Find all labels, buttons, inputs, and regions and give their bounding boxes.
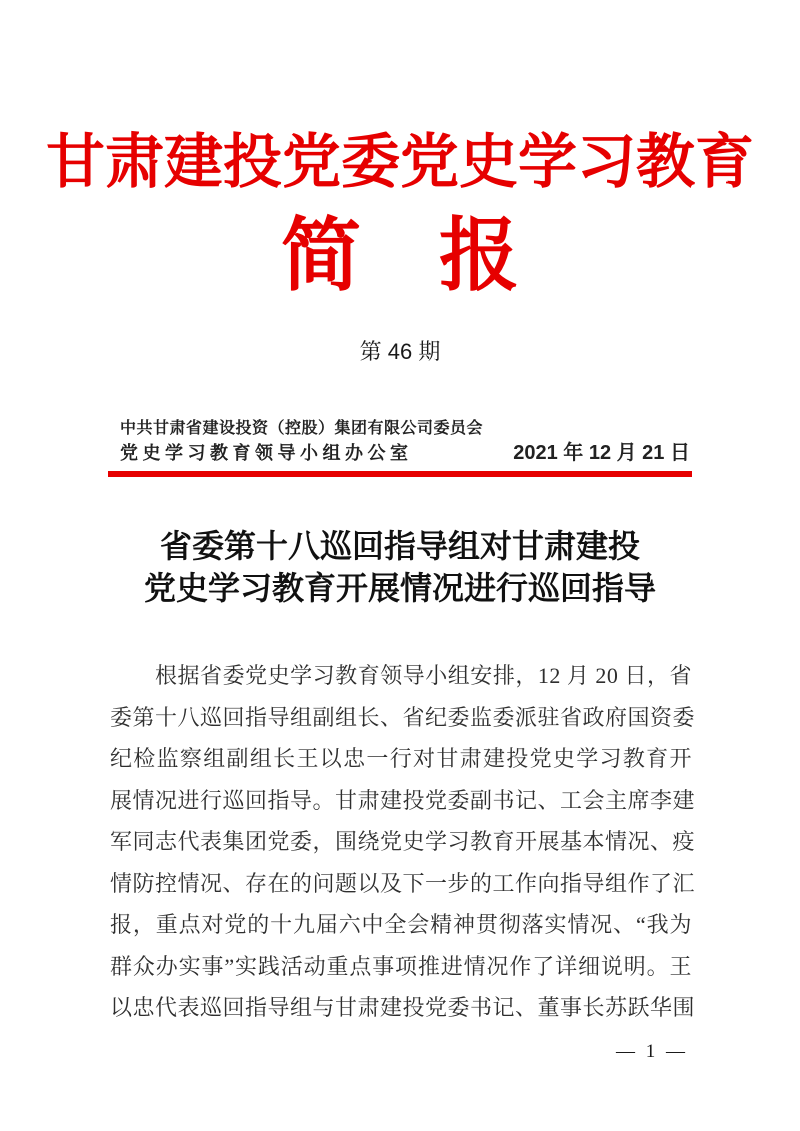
bulletin-char-bao: 报	[439, 213, 519, 301]
issuer-line-1: 中共甘肃省建设投资（控股）集团有限公司委员会	[120, 420, 484, 437]
body-line: 以忠代表巡回指导组与甘肃建投党委书记、董事长苏跃华围	[110, 995, 696, 1020]
article-title	[0, 525, 800, 609]
article-body	[110, 655, 696, 1029]
body-line: 展情况进行巡回指导。甘肃建投党委副书记、工会主席李建	[110, 787, 696, 813]
body-line: 纪检监察组副组长王以忠一行对甘肃建投党史学习教育开	[110, 746, 692, 771]
issuer-line-2: 党史学习教育领导小组办公室	[120, 443, 413, 463]
issuer-block	[120, 417, 483, 466]
issuer-date-row	[120, 417, 690, 466]
body-line: 军同志代表集团党委，围绕党史学习教育开展基本情况、疫	[110, 829, 696, 854]
bulletin-char-jian: 简	[281, 213, 361, 301]
body-line: 报，重点对党的十九届六中全会精神贯彻落实情况、“我为	[110, 912, 692, 937]
body-line: 群众办实事”实践活动重点事项推进情况作了详细说明。王	[110, 953, 692, 979]
article-title-line-2: 党史学习教育开展情况进行巡回指导	[143, 570, 656, 606]
red-divider-rule	[108, 471, 692, 477]
article-title-line-1: 省委第十八巡回指导组对甘肃建投	[159, 528, 640, 564]
page-number: — 1 —	[616, 1041, 688, 1062]
body-line: 委第十八巡回指导组副组长、省纪委监委派驻省政府国资委	[110, 704, 696, 730]
body-line: 情防控情况、存在的问题以及下一步的工作向指导组作了汇	[110, 870, 696, 896]
masthead-title: 甘肃建投党委党史学习教育	[45, 129, 754, 195]
body-line: 根据省委党史学习教育领导小组安排，12 月 20 日，省	[155, 663, 692, 688]
issue-number: 第 46 期	[359, 339, 441, 364]
publish-date: 2021 年 12 月 21 日	[513, 442, 690, 464]
bulletin-title	[0, 213, 800, 301]
